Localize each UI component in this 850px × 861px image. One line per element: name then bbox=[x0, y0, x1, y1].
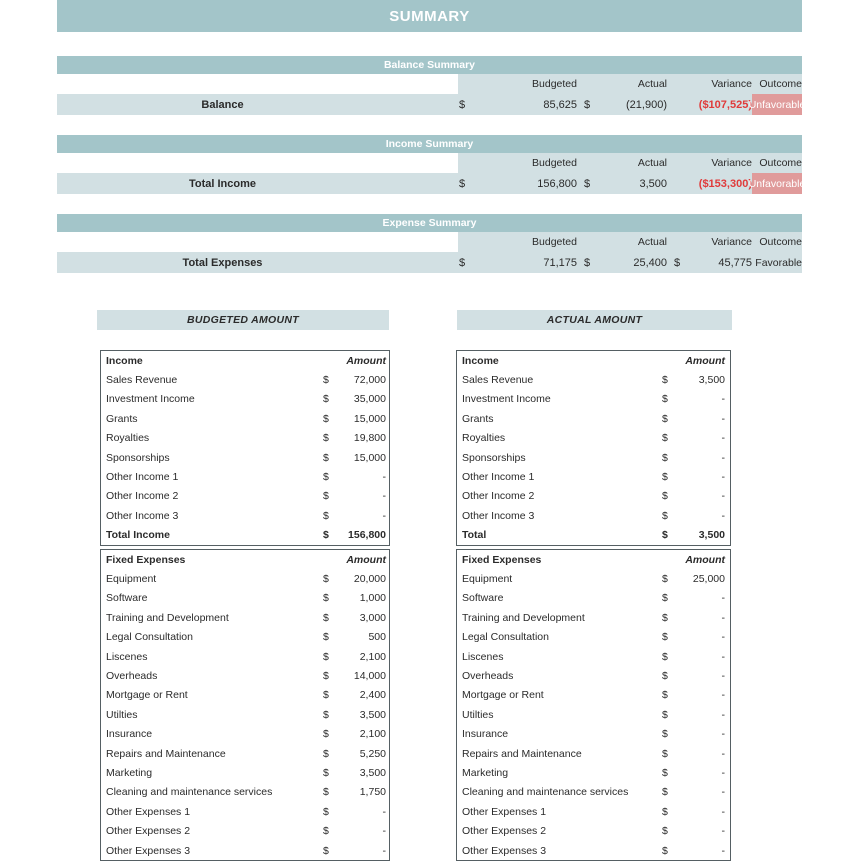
detail-table bbox=[100, 350, 390, 546]
column-header: Outcome bbox=[759, 78, 802, 90]
row-amount: 500 bbox=[368, 631, 386, 644]
row-label: Royalties bbox=[462, 432, 506, 445]
table-row bbox=[457, 569, 730, 588]
row-label: Software bbox=[106, 592, 148, 605]
actual-currency-symbol: $ bbox=[584, 177, 591, 190]
outcome-cell bbox=[752, 252, 802, 273]
table-row bbox=[457, 647, 730, 666]
table-row bbox=[101, 390, 389, 409]
row-amount: 2,400 bbox=[359, 689, 386, 702]
row-label: Other Income 1 bbox=[106, 471, 179, 484]
row-amount: 156,800 bbox=[348, 529, 386, 542]
currency-symbol: $ bbox=[662, 766, 668, 779]
currency-symbol: $ bbox=[323, 747, 329, 760]
table-row bbox=[101, 487, 389, 506]
outcome-cell bbox=[748, 94, 806, 115]
budgeted-currency-symbol: $ bbox=[459, 256, 466, 269]
page-title-text: SUMMARY bbox=[389, 7, 470, 25]
row-label: Liscenes bbox=[106, 650, 148, 663]
table-row bbox=[101, 744, 389, 763]
status-badge: Favorable bbox=[755, 256, 802, 269]
row-label: Overheads bbox=[106, 670, 158, 683]
row-label: Fixed Expenses bbox=[106, 553, 186, 566]
table-row bbox=[457, 429, 730, 448]
header-white-gap bbox=[57, 74, 458, 94]
row-amount: - bbox=[721, 747, 725, 760]
currency-symbol: $ bbox=[323, 689, 329, 702]
table-row bbox=[457, 802, 730, 821]
summary-row-label: Total Income bbox=[188, 177, 257, 190]
table-row bbox=[101, 569, 389, 588]
table-row bbox=[457, 725, 730, 744]
row-amount: 15,000 bbox=[353, 412, 386, 425]
variance-currency-symbol: $ bbox=[674, 256, 681, 269]
currency-symbol: $ bbox=[323, 805, 329, 818]
column-header: Outcome bbox=[759, 236, 802, 248]
currency-symbol: $ bbox=[662, 844, 668, 857]
table-row bbox=[101, 763, 389, 782]
amount-column-header: Amount bbox=[346, 553, 386, 566]
row-label: Other Income 2 bbox=[462, 490, 535, 503]
summary-section-heading: Income Summary bbox=[57, 135, 802, 153]
row-label: Sales Revenue bbox=[106, 374, 178, 387]
table-row bbox=[457, 370, 730, 389]
row-amount: - bbox=[721, 650, 725, 663]
currency-symbol: $ bbox=[662, 412, 668, 425]
row-label: Marketing bbox=[106, 766, 153, 779]
currency-symbol: $ bbox=[662, 432, 668, 445]
row-label: Mortgage or Rent bbox=[106, 689, 188, 702]
table-row bbox=[101, 608, 389, 627]
row-amount: - bbox=[382, 509, 386, 522]
row-amount: - bbox=[721, 805, 725, 818]
summary-value-row bbox=[57, 173, 806, 194]
currency-symbol: $ bbox=[323, 825, 329, 838]
row-amount: - bbox=[382, 805, 386, 818]
row-amount: 35,000 bbox=[353, 393, 386, 406]
table-row bbox=[457, 409, 730, 428]
column-header: Variance bbox=[711, 236, 752, 248]
row-amount: - bbox=[382, 825, 386, 838]
row-amount: 72,000 bbox=[353, 374, 386, 387]
row-amount: - bbox=[721, 825, 725, 838]
row-amount: - bbox=[721, 432, 725, 445]
row-amount: - bbox=[721, 393, 725, 406]
row-amount: - bbox=[721, 689, 725, 702]
row-amount: - bbox=[721, 708, 725, 721]
table-row bbox=[457, 506, 730, 525]
row-amount: 20,000 bbox=[353, 573, 386, 586]
row-label: Other Expenses 1 bbox=[106, 805, 191, 818]
currency-symbol: $ bbox=[662, 786, 668, 799]
row-amount: - bbox=[721, 412, 725, 425]
column-header: Budgeted bbox=[532, 157, 577, 169]
currency-symbol: $ bbox=[323, 471, 329, 484]
table-row bbox=[457, 608, 730, 627]
currency-symbol: $ bbox=[662, 592, 668, 605]
table-row bbox=[101, 467, 389, 486]
row-amount: 2,100 bbox=[359, 650, 386, 663]
row-label: Equipment bbox=[106, 573, 157, 586]
table-row bbox=[101, 589, 389, 608]
row-amount: - bbox=[721, 490, 725, 503]
row-amount: - bbox=[721, 631, 725, 644]
currency-symbol: $ bbox=[323, 529, 329, 542]
currency-symbol: $ bbox=[323, 451, 329, 464]
currency-symbol: $ bbox=[323, 573, 329, 586]
summary-row-label: Total Expenses bbox=[182, 256, 263, 269]
row-label: Investment Income bbox=[106, 393, 195, 406]
detail-table bbox=[456, 549, 731, 861]
row-label: Training and Development bbox=[106, 611, 229, 624]
column-header: Variance bbox=[711, 157, 752, 169]
row-amount: 19,800 bbox=[353, 432, 386, 445]
table-row bbox=[457, 744, 730, 763]
header-white-gap bbox=[57, 153, 458, 173]
currency-symbol: $ bbox=[323, 650, 329, 663]
row-amount: 15,000 bbox=[353, 451, 386, 464]
status-badge: Unfavorable bbox=[752, 94, 802, 115]
detail-table bbox=[456, 350, 731, 546]
row-amount: - bbox=[721, 592, 725, 605]
currency-symbol: $ bbox=[323, 631, 329, 644]
table-row bbox=[101, 506, 389, 525]
budgeted-amount-label bbox=[97, 310, 389, 330]
column-header: Outcome bbox=[759, 157, 802, 169]
table-row bbox=[457, 821, 730, 840]
row-label: Royalties bbox=[106, 432, 150, 445]
summary-section bbox=[57, 214, 802, 273]
column-header: Actual bbox=[637, 157, 667, 169]
page-title bbox=[57, 0, 802, 32]
summary-section-heading: Balance Summary bbox=[57, 56, 802, 74]
table-row bbox=[101, 783, 389, 802]
table-header-row bbox=[101, 550, 389, 569]
row-label: Total bbox=[462, 529, 487, 542]
row-label: Overheads bbox=[462, 670, 514, 683]
row-amount: - bbox=[721, 844, 725, 857]
currency-symbol: $ bbox=[323, 374, 329, 387]
budgeted-value: 71,175 bbox=[543, 256, 577, 269]
row-amount: 1,000 bbox=[359, 592, 386, 605]
currency-symbol: $ bbox=[323, 490, 329, 503]
variance-value: 45,775 bbox=[718, 256, 752, 269]
row-amount: 14,000 bbox=[353, 670, 386, 683]
table-row bbox=[101, 802, 389, 821]
table-row bbox=[101, 821, 389, 840]
row-label: Sponsorships bbox=[106, 451, 170, 464]
column-header: Budgeted bbox=[532, 236, 577, 248]
currency-symbol: $ bbox=[662, 374, 668, 387]
row-amount: - bbox=[721, 786, 725, 799]
table-header-row bbox=[457, 351, 730, 370]
row-label: Insurance bbox=[106, 728, 153, 741]
row-amount: 5,250 bbox=[359, 747, 386, 760]
summary-section bbox=[57, 135, 806, 194]
row-label: Income bbox=[106, 354, 143, 367]
currency-symbol: $ bbox=[662, 825, 668, 838]
row-label: Other Income 2 bbox=[106, 490, 179, 503]
budgeted-amount-label-text: BUDGETED AMOUNT bbox=[186, 314, 300, 326]
row-label: Utilties bbox=[462, 708, 494, 721]
row-label: Legal Consultation bbox=[106, 631, 193, 644]
table-row bbox=[101, 725, 389, 744]
amount-column-header: Amount bbox=[685, 354, 725, 367]
row-label: Cleaning and maintenance services bbox=[106, 786, 273, 799]
table-row bbox=[101, 409, 389, 428]
table-header-row bbox=[101, 351, 389, 370]
detail-table bbox=[100, 549, 390, 861]
actual-amount-label bbox=[457, 310, 732, 330]
row-label: Other Expenses 2 bbox=[106, 825, 191, 838]
row-amount: - bbox=[382, 844, 386, 857]
currency-symbol: $ bbox=[662, 650, 668, 663]
row-label: Software bbox=[462, 592, 504, 605]
table-row bbox=[101, 448, 389, 467]
table-row bbox=[101, 429, 389, 448]
row-label: Repairs and Maintenance bbox=[462, 747, 582, 760]
status-badge: Unfavorable bbox=[752, 173, 802, 194]
row-label: Grants bbox=[106, 412, 138, 425]
actual-currency-symbol: $ bbox=[584, 256, 591, 269]
row-amount: 3,500 bbox=[698, 529, 725, 542]
summary-value-row bbox=[57, 252, 802, 273]
row-label: Other Expenses 2 bbox=[462, 825, 547, 838]
header-white-gap bbox=[57, 232, 458, 252]
currency-symbol: $ bbox=[323, 611, 329, 624]
row-label: Utilties bbox=[106, 708, 138, 721]
row-label: Legal Consultation bbox=[462, 631, 549, 644]
table-total-row bbox=[101, 526, 389, 545]
column-header: Variance bbox=[711, 78, 752, 90]
table-row bbox=[101, 841, 389, 860]
budgeted-currency-symbol: $ bbox=[459, 177, 466, 190]
summary-column-headers bbox=[57, 153, 802, 173]
column-header: Budgeted bbox=[532, 78, 577, 90]
table-row bbox=[457, 686, 730, 705]
table-row bbox=[457, 841, 730, 860]
table-row bbox=[457, 705, 730, 724]
currency-symbol: $ bbox=[662, 708, 668, 721]
currency-symbol: $ bbox=[662, 747, 668, 760]
table-row bbox=[101, 628, 389, 647]
currency-symbol: $ bbox=[662, 805, 668, 818]
currency-symbol: $ bbox=[323, 412, 329, 425]
row-label: Other Income 1 bbox=[462, 471, 535, 484]
currency-symbol: $ bbox=[323, 393, 329, 406]
row-label: Income bbox=[462, 354, 499, 367]
table-row bbox=[457, 783, 730, 802]
row-label: Other Expenses 1 bbox=[462, 805, 547, 818]
row-amount: - bbox=[721, 471, 725, 484]
amount-column-header: Amount bbox=[685, 553, 725, 566]
budgeted-value: 85,625 bbox=[543, 98, 577, 111]
summary-column-headers bbox=[57, 232, 802, 252]
currency-symbol: $ bbox=[323, 592, 329, 605]
row-label: Grants bbox=[462, 412, 494, 425]
row-label: Total Income bbox=[106, 529, 170, 542]
row-label: Other Income 3 bbox=[106, 509, 179, 522]
summary-column-headers bbox=[57, 74, 802, 94]
row-label: Equipment bbox=[462, 573, 513, 586]
currency-symbol: $ bbox=[323, 844, 329, 857]
row-amount: - bbox=[721, 728, 725, 741]
table-row bbox=[457, 763, 730, 782]
table-row bbox=[101, 686, 389, 705]
amount-column-header: Amount bbox=[346, 354, 386, 367]
currency-symbol: $ bbox=[323, 509, 329, 522]
table-row bbox=[457, 448, 730, 467]
variance-value: ($153,300) bbox=[698, 177, 752, 190]
row-label: Training and Development bbox=[462, 611, 585, 624]
summary-section-heading: Expense Summary bbox=[57, 214, 802, 232]
row-label: Sales Revenue bbox=[462, 374, 534, 387]
currency-symbol: $ bbox=[323, 670, 329, 683]
currency-symbol: $ bbox=[662, 471, 668, 484]
row-label: Liscenes bbox=[462, 650, 504, 663]
row-label: Other Expenses 3 bbox=[106, 844, 191, 857]
table-row bbox=[457, 390, 730, 409]
row-label: Insurance bbox=[462, 728, 509, 741]
currency-symbol: $ bbox=[662, 631, 668, 644]
currency-symbol: $ bbox=[323, 432, 329, 445]
row-amount: 25,000 bbox=[692, 573, 725, 586]
currency-symbol: $ bbox=[662, 490, 668, 503]
currency-symbol: $ bbox=[662, 529, 668, 542]
variance-value: ($107,525) bbox=[698, 98, 752, 111]
budgeted-currency-symbol: $ bbox=[459, 98, 466, 111]
row-amount: - bbox=[721, 670, 725, 683]
row-amount: - bbox=[382, 490, 386, 503]
row-amount: 3,000 bbox=[359, 611, 386, 624]
row-amount: 1,750 bbox=[359, 786, 386, 799]
row-label: Other Expenses 3 bbox=[462, 844, 547, 857]
row-amount: 2,100 bbox=[359, 728, 386, 741]
column-header: Actual bbox=[637, 78, 667, 90]
row-label: Mortgage or Rent bbox=[462, 689, 544, 702]
row-label: Sponsorships bbox=[462, 451, 526, 464]
row-amount: - bbox=[721, 451, 725, 464]
table-row bbox=[457, 628, 730, 647]
table-row bbox=[101, 370, 389, 389]
summary-value-row bbox=[57, 94, 806, 115]
outcome-cell bbox=[748, 173, 806, 194]
row-amount: - bbox=[382, 471, 386, 484]
table-header-row bbox=[457, 550, 730, 569]
currency-symbol: $ bbox=[323, 766, 329, 779]
currency-symbol: $ bbox=[323, 786, 329, 799]
row-amount: 3,500 bbox=[359, 708, 386, 721]
actual-amount-label-text: ACTUAL AMOUNT bbox=[546, 314, 643, 326]
row-label: Marketing bbox=[462, 766, 509, 779]
row-label: Repairs and Maintenance bbox=[106, 747, 226, 760]
table-row bbox=[101, 666, 389, 685]
actual-value: 3,500 bbox=[639, 177, 667, 190]
row-label: Fixed Expenses bbox=[462, 553, 542, 566]
table-row bbox=[457, 589, 730, 608]
table-row bbox=[101, 647, 389, 666]
summary-row-label: Balance bbox=[201, 98, 244, 111]
table-row bbox=[457, 666, 730, 685]
table-row bbox=[101, 705, 389, 724]
currency-symbol: $ bbox=[662, 728, 668, 741]
summary-section bbox=[57, 56, 806, 115]
row-label: Other Income 3 bbox=[462, 509, 535, 522]
column-header: Actual bbox=[637, 236, 667, 248]
currency-symbol: $ bbox=[662, 670, 668, 683]
table-row bbox=[457, 487, 730, 506]
currency-symbol: $ bbox=[323, 728, 329, 741]
actual-currency-symbol: $ bbox=[584, 98, 591, 111]
currency-symbol: $ bbox=[662, 509, 668, 522]
row-amount: - bbox=[721, 509, 725, 522]
currency-symbol: $ bbox=[662, 573, 668, 586]
row-amount: 3,500 bbox=[359, 766, 386, 779]
table-row bbox=[457, 467, 730, 486]
currency-symbol: $ bbox=[662, 611, 668, 624]
currency-symbol: $ bbox=[662, 689, 668, 702]
actual-value: 25,400 bbox=[633, 256, 667, 269]
row-amount: 3,500 bbox=[698, 374, 725, 387]
row-amount: - bbox=[721, 611, 725, 624]
row-label: Cleaning and maintenance services bbox=[462, 786, 629, 799]
row-label: Investment Income bbox=[462, 393, 551, 406]
currency-symbol: $ bbox=[662, 393, 668, 406]
currency-symbol: $ bbox=[662, 451, 668, 464]
budgeted-value: 156,800 bbox=[537, 177, 577, 190]
actual-value: (21,900) bbox=[626, 98, 667, 111]
row-amount: - bbox=[721, 766, 725, 779]
table-total-row bbox=[457, 526, 730, 545]
currency-symbol: $ bbox=[323, 708, 329, 721]
